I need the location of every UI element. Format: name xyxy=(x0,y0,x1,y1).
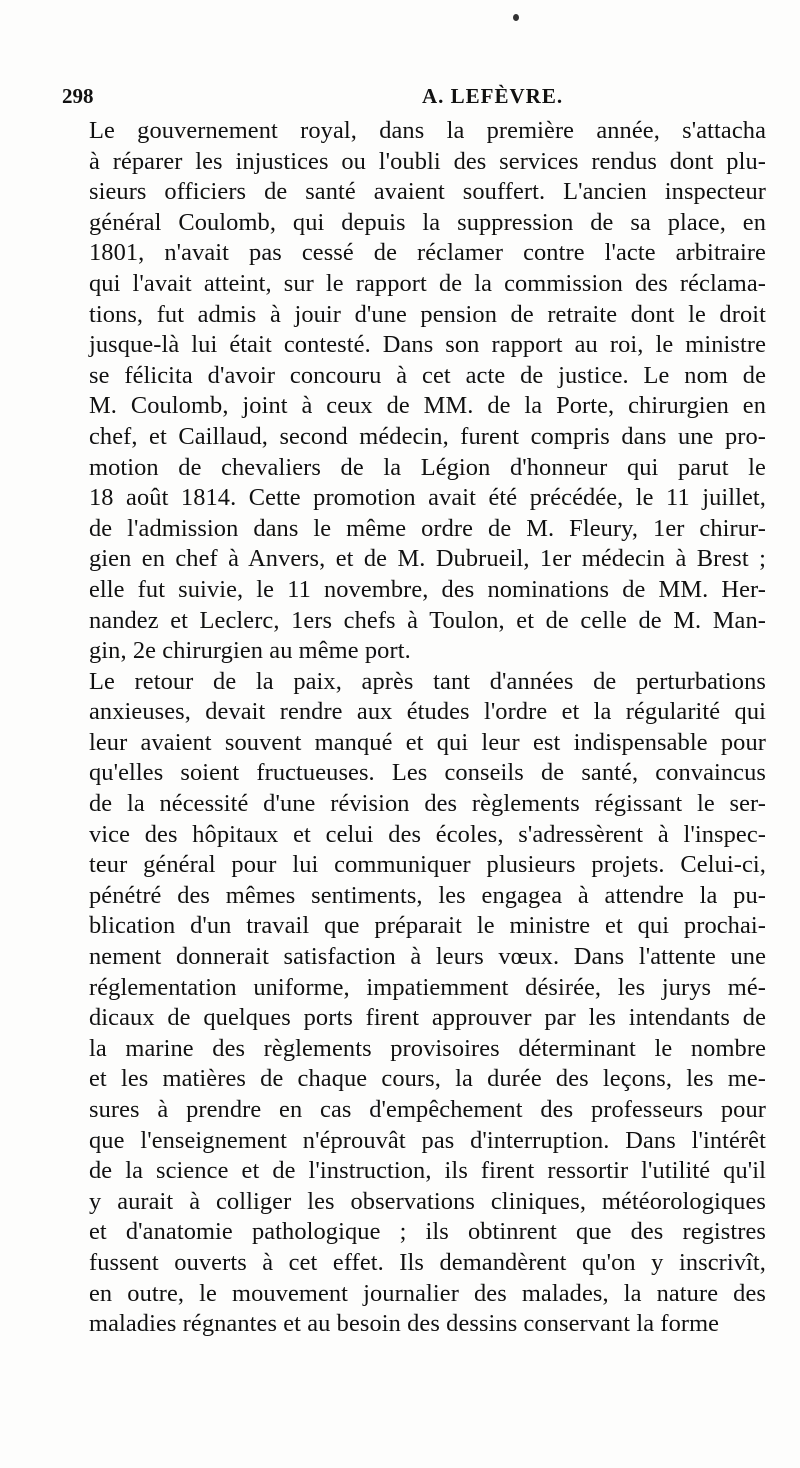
text-line: maladies régnantes et au besoin des dessins conservant la forme xyxy=(89,1310,720,1338)
text-line: y aurait à colliger les observations cliniques, météorologiques xyxy=(89,1187,766,1215)
text-line: blication d'un travail que préparait le ministre et qui prochai- xyxy=(89,912,766,940)
text-line: que l'enseignement n'éprouvât pas d'interruption. Dans l'intérêt xyxy=(89,1126,766,1154)
text-line: et d'anatomie pathologique ; ils obtinrent que des registres xyxy=(89,1218,766,1246)
text-line: nandez et Leclerc, 1ers chefs à Toulon, et de celle de M. Man- xyxy=(89,606,766,634)
text-line: motion de chevaliers de la Légion d'honneur qui parut le xyxy=(89,453,766,481)
text-line: à réparer les injustices ou l'oubli des services rendus dont plu- xyxy=(89,147,766,175)
text-line: qui l'avait atteint, sur le rapport de la commission des réclama- xyxy=(89,269,766,297)
text-line: et les matières de chaque cours, la durée des leçons, les me- xyxy=(89,1065,766,1093)
text-line: M. Coulomb, joint à ceux de MM. de la Porte, chirurgien en xyxy=(89,392,766,420)
text-line: jusque-là lui était contesté. Dans son rapport au roi, le ministre xyxy=(89,331,766,359)
text-line: gien en chef à Anvers, et de M. Dubrueil, 1er médecin à Brest ; xyxy=(89,545,766,573)
text-line: se félicita d'avoir concouru à cet acte de justice. Le nom de xyxy=(89,361,766,389)
text-line: de la nécessité d'une révision des règlements régissant le ser- xyxy=(89,790,766,818)
text-line: qu'elles soient fructueuses. Les conseils de santé, convaincus xyxy=(89,759,766,787)
page-number: 298 xyxy=(62,84,94,108)
running-head: A. LEFÈVRE. xyxy=(422,84,564,108)
text-line: leur avaient souvent manqué et qui leur est indispensable pour xyxy=(89,728,766,756)
ink-speck xyxy=(513,14,519,21)
text-line: sieurs officiers de santé avaient souffert. L'ancien inspecteur xyxy=(89,178,766,206)
text-line: réglementation uniforme, impatiemment désirée, les jurys mé- xyxy=(89,973,766,1001)
text-line: Le retour de la paix, après tant d'années de perturbations xyxy=(89,667,766,695)
text-line: chef, et Caillaud, second médecin, furent compris dans une pro- xyxy=(89,422,766,450)
text-line: teur général pour lui communiquer plusieurs projets. Celui-ci, xyxy=(89,851,766,879)
text-line: 18 août 1814. Cette promotion avait été précédée, le 11 juillet, xyxy=(89,484,766,512)
text-line: de la science et de l'instruction, ils firent ressortir l'utilité qu'il xyxy=(89,1157,766,1185)
text-line: elle fut suivie, le 11 novembre, des nominations de MM. Her- xyxy=(89,575,766,603)
text-line: général Coulomb, qui depuis la suppression de sa place, en xyxy=(89,208,766,236)
paragraph xyxy=(62,667,766,1340)
text-line: en outre, le mouvement journalier des malades, la nature des xyxy=(89,1279,766,1307)
text-line: tions, fut admis à jouir d'une pension de retraite dont le droit xyxy=(89,300,766,328)
text-line: Le gouvernement royal, dans la première année, s'attacha xyxy=(89,117,766,144)
paragraph xyxy=(62,116,766,667)
text-line: vice des hôpitaux et celui des écoles, s'adressèrent à l'inspec- xyxy=(89,820,766,848)
text-line: nement donnerait satisfaction à leurs vœux. Dans l'attente une xyxy=(89,943,766,971)
text-line: de l'admission dans le même ordre de M. Fleury, 1er chirur- xyxy=(89,514,766,542)
body-text xyxy=(62,116,766,1340)
text-line: fussent ouverts à cet effet. Ils demandèrent qu'on y inscrivît, xyxy=(89,1248,766,1276)
text-line: 1801, n'avait pas cessé de réclamer contre l'acte arbitraire xyxy=(89,239,766,267)
text-line: pénétré des mêmes sentiments, les engagea à attendre la pu- xyxy=(89,881,766,909)
text-line: gin, 2e chirurgien au même port. xyxy=(89,637,411,665)
text-line: sures à prendre en cas d'empêchement des professeurs pour xyxy=(89,1096,766,1123)
page-header xyxy=(62,84,767,114)
text-line: la marine des règlements provisoires déterminant le nombre xyxy=(89,1034,766,1062)
text-line: anxieuses, devait rendre aux études l'ordre et la régularité qui xyxy=(89,698,766,726)
text-line: dicaux de quelques ports firent approuver par les intendants de xyxy=(89,1004,766,1032)
